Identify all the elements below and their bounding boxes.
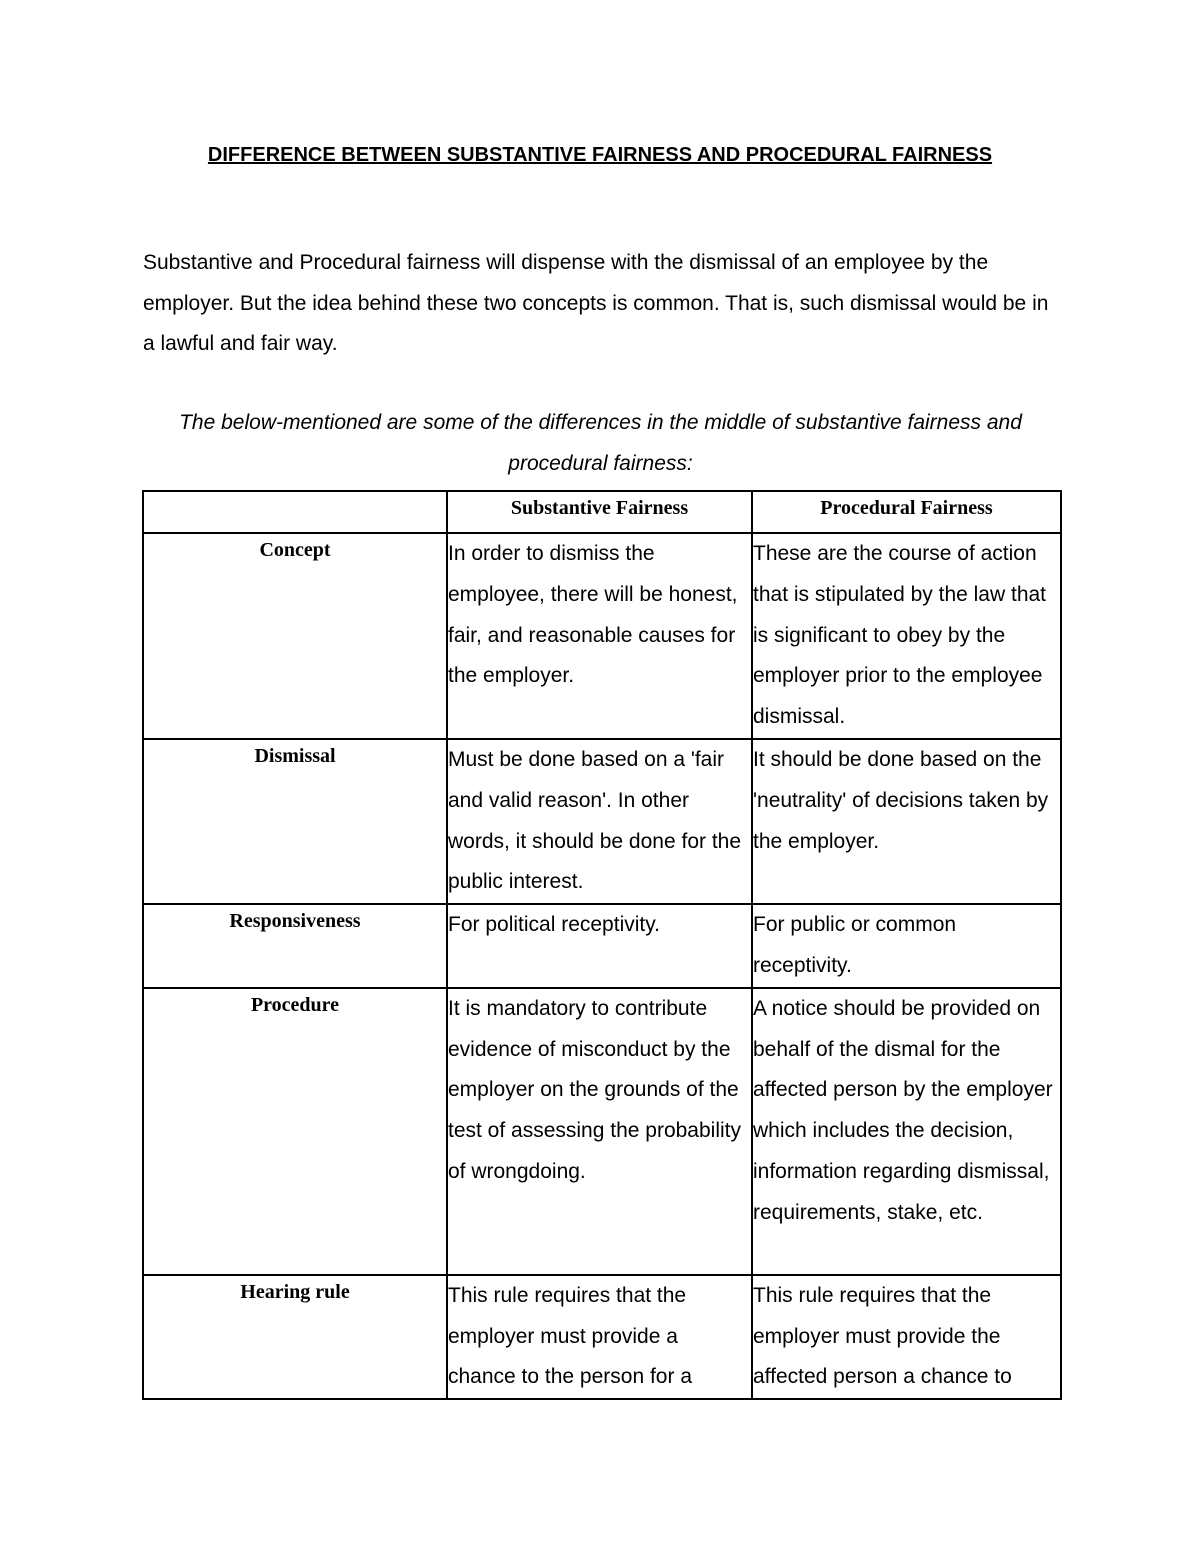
header-procedural: Procedural Fairness xyxy=(752,491,1061,533)
substantive-cell: For political receptivity. xyxy=(447,904,752,988)
table-row xyxy=(143,533,1061,739)
lead-paragraph: The below-mentioned are some of the differences in the middle of substantive fairness and procedural fairness: xyxy=(179,411,1022,475)
row-label: Procedure xyxy=(143,988,447,1275)
row-label: Concept xyxy=(143,533,447,739)
procedural-cell: It should be done based on the 'neutrality' of decisions taken by the employer. xyxy=(752,739,1061,904)
header-substantive: Substantive Fairness xyxy=(447,491,752,533)
intro-paragraph: Substantive and Procedural fairness will dispense with the dismissal of an employee by the employer. But the idea behind these two concepts is common. That is, such dismissal would be in a lawful and fair way. xyxy=(143,251,1049,355)
table-row xyxy=(143,988,1061,1275)
table-row xyxy=(143,904,1061,988)
row-label: Responsiveness xyxy=(143,904,447,988)
row-label: Dismissal xyxy=(143,739,447,904)
procedural-cell: These are the course of action that is stipulated by the law that is significant to obey by the employer prior to the employee dismissal. xyxy=(752,533,1061,739)
table-row xyxy=(143,1275,1061,1399)
procedural-cell: A notice should be provided on behalf of the dismal for the affected person by the employer which includes the decision, information regarding dismissal, requirements, stake, etc. xyxy=(752,988,1061,1275)
procedural-cell: For public or common receptivity. xyxy=(752,904,1061,988)
substantive-cell: It is mandatory to contribute evidence of misconduct by the employer on the grounds of the test of assessing the probability of wrongdoing. xyxy=(447,988,752,1275)
header-empty-cell xyxy=(143,491,447,533)
table-header-row xyxy=(143,491,1061,533)
substantive-cell: Must be done based on a 'fair and valid reason'. In other words, it should be done for the public interest. xyxy=(447,739,752,904)
comparison-table xyxy=(142,490,1062,1400)
substantive-cell: This rule requires that the employer must provide a chance to the person for a xyxy=(447,1275,752,1399)
row-label: Hearing rule xyxy=(143,1275,447,1399)
page-title: DIFFERENCE BETWEEN SUBSTANTIVE FAIRNESS AND PROCEDURAL FAIRNESS xyxy=(207,144,993,166)
table-row xyxy=(143,739,1061,904)
substantive-cell: In order to dismiss the employee, there will be honest, fair, and reasonable causes for the employer. xyxy=(447,533,752,739)
procedural-cell: This rule requires that the employer must provide the affected person a chance to xyxy=(752,1275,1061,1399)
